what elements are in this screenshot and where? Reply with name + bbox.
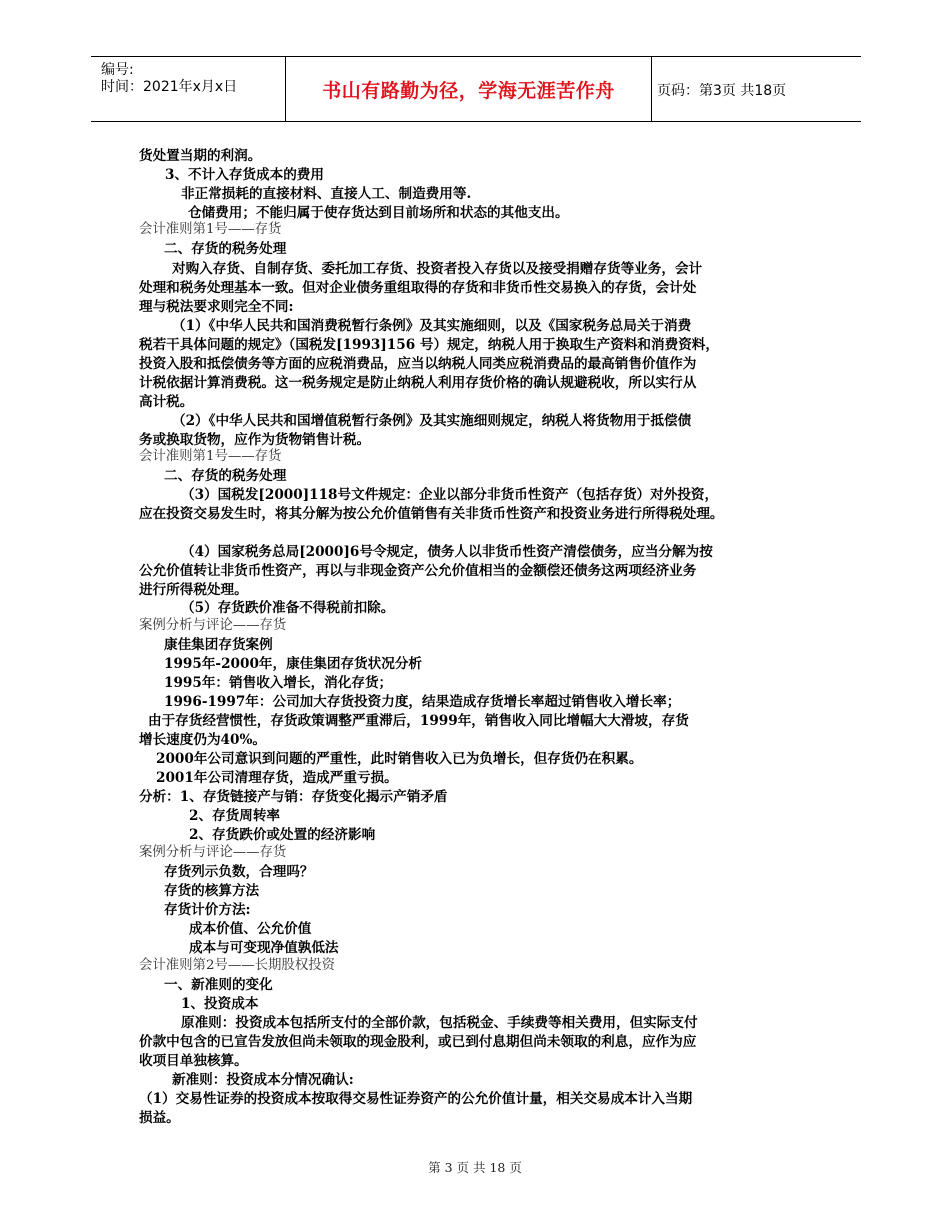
body-line: 分析：1、存货链接产与销：存货变化揭示产销矛盾 [139, 789, 448, 805]
body-line: 投资入股和抵偿债务等方面的应税消费品，应当以纳税人同类应税消费品的最高销售价值作为 [139, 356, 697, 372]
body-line: 进行所得税处理。 [139, 582, 248, 598]
body-line: 新准则：投资成本分情况确认: [172, 1072, 354, 1088]
section-heading: 案例分析与评论——存货 [139, 618, 287, 633]
body-line: 1996-1997年：公司加大存货投资力度，结果造成存货增长率超过销售收入增长率； [164, 694, 681, 710]
body-line: （1）交易性证券的投资成本按取得交易性证券资产的公允价值计量，相关交易成本计入当期 [139, 1091, 693, 1107]
serial-label: 编号: [101, 62, 134, 78]
body-line: （3）国税发[2000]118号文件规定：企业以部分非货币性资产（包括存货）对外投资， [181, 487, 719, 503]
body-line: 1995年：销售收入增长，消化存货； [164, 675, 393, 691]
body-line: 由于存货经营惯性，存货政策调整严重滞后，1999年，销售收入同比增幅大大滑坡，存货 [148, 713, 689, 729]
body-line: 仓储费用；不能归属于使存货达到目前场所和状态的其他支出。 [188, 205, 569, 221]
body-line: 2000年公司意识到问题的严重性，此时销售收入已为负增长，但存货仍在积累。 [156, 751, 643, 767]
body-line: 增长速度仍为40%。 [139, 732, 266, 748]
body-line: 公允价值转让非货币性资产，再以与非现金资产公允价值相当的金额偿还债务这两项经济业务 [139, 563, 697, 579]
body-line: 2001年公司清理存货，造成严重亏损。 [156, 770, 398, 786]
body-line: 2、存货周转率 [189, 808, 281, 824]
body-line: 存货的核算方法 [164, 883, 260, 899]
section-heading: 会计准则第1号——存货 [139, 222, 282, 237]
body-line: 损益。 [139, 1110, 180, 1126]
body-line: 收项目单独核算。 [139, 1053, 248, 1069]
body-line: 高计税。 [139, 394, 194, 410]
body-line: 税若干具体问题的规定》（国税发[1993]156 号）规定，纳税人用于换取生产资料和消费资料， [139, 337, 719, 353]
section-heading: 会计准则第1号——存货 [139, 449, 282, 464]
body-line: 非正常损耗的直接材料、直接人工、制造费用等. [181, 186, 472, 202]
time-label: 时间：2021年x月x日 [101, 79, 238, 95]
body-line: 务或换取货物，应作为货物销售计税。 [139, 432, 371, 448]
body-line: （2）《中华人民共和国增值税暂行条例》及其实施细则规定，纳税人将货物用于抵偿债 [172, 413, 692, 429]
body-line: 应在投资交易发生时，将其分解为按公允价值销售有关非货币性资产和投资业务进行所得税处理。 [139, 506, 724, 522]
header-page-info: 页码：第3页 共18页 [657, 83, 787, 99]
body-line: 成本与可变现净值孰低法 [189, 940, 339, 956]
body-line: 康佳集团存货案例 [164, 637, 273, 653]
body-line: （4）国家税务总局[2000]6号令规定，债务人以非货币性资产清偿债务，应当分解为按 [181, 544, 713, 560]
header-divider-right [651, 56, 652, 122]
body-line: 货处置当期的利润。 [139, 148, 262, 164]
body-line: 二、存货的税务处理 [164, 468, 287, 484]
body-line: 处理和税务处理基本一致。但对企业债务重组取得的存货和非货币性交易换入的存货，会计处 [139, 280, 697, 296]
body-line: 对购入存货、自制存货、委托加工存货、投资者投入存货以及接受捐赠存货等业务，会计 [172, 261, 703, 277]
page-footer: 第 3 页 共 18 页 [428, 1160, 522, 1175]
body-line: 计税依据计算消费税。这一税务规定是防止纳税人利用存货价格的确认规避税收，所以实行从 [139, 375, 697, 391]
body-line: 成本价值、公允价值 [189, 921, 312, 937]
body-line: 3、不计入存货成本的费用 [165, 167, 324, 183]
body-line: 1995年-2000年，康佳集团存货状况分析 [164, 656, 423, 672]
body-line: 1、投资成本 [181, 996, 259, 1012]
body-line: （1）《中华人民共和国消费税暂行条例》及其实施细则，以及《国家税务总局关于消费 [172, 318, 692, 334]
body-line: 2、存货跌价或处置的经济影响 [189, 827, 376, 843]
page-header [91, 56, 861, 122]
body-line: （5）存货跌价准备不得税前扣除。 [181, 600, 395, 616]
body-line: 原准则：投资成本包括所支付的全部价款，包括税金、手续费等相关费用，但实际支付 [181, 1015, 698, 1031]
body-line: 理与税法要求则完全不同: [139, 299, 294, 315]
body-line: 一、新准则的变化 [164, 977, 273, 993]
section-heading: 案例分析与评论——存货 [139, 845, 287, 860]
body-line: 存货列示负数，合理吗？ [164, 864, 314, 880]
section-heading: 会计准则第2号——长期股权投资 [139, 958, 335, 973]
body-line: 二、存货的税务处理 [164, 241, 287, 257]
body-line: 存货计价方法: [164, 902, 251, 918]
body-line: 价款中包含的已宣告发放但尚未领取的现金股利，或已到付息期但尚未领取的利息，应作为应 [139, 1034, 697, 1050]
header-meta [101, 62, 237, 96]
header-motto: 书山有路勤为径，学海无涯苦作舟 [322, 79, 615, 102]
